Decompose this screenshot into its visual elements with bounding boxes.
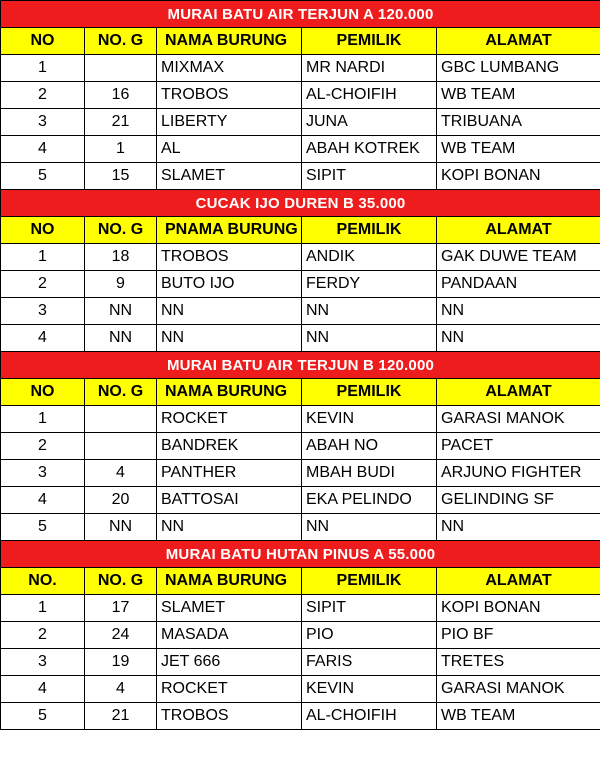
table-row <box>1 514 600 541</box>
cell-nama-burung: AL <box>157 136 302 163</box>
table-row <box>1 676 600 703</box>
cell-no: 2 <box>1 433 85 460</box>
cell-nama-burung: ROCKET <box>157 406 302 433</box>
cell-no: 1 <box>1 595 85 622</box>
cell-nama-burung: MIXMAX <box>157 55 302 82</box>
cell-no: 1 <box>1 406 85 433</box>
header-row <box>1 379 600 406</box>
cell-no-g <box>85 433 157 460</box>
cell-no: 4 <box>1 136 85 163</box>
cell-alamat: KOPI BONAN <box>437 163 600 190</box>
cell-no-g: 4 <box>85 676 157 703</box>
section-title-row <box>1 352 600 379</box>
cell-pemilik: KEVIN <box>302 406 437 433</box>
cell-nama-burung: BUTO IJO <box>157 271 302 298</box>
table-row <box>1 649 600 676</box>
cell-no: 1 <box>1 244 85 271</box>
header-alamat: ALAMAT <box>437 28 600 55</box>
cell-alamat: GELINDING SF <box>437 487 600 514</box>
cell-pemilik: NN <box>302 514 437 541</box>
cell-no: 5 <box>1 703 85 730</box>
header-pemilik: PEMILIK <box>302 217 437 244</box>
table-row <box>1 325 600 352</box>
table-row <box>1 622 600 649</box>
section-title-row <box>1 541 600 568</box>
cell-no-g: 20 <box>85 487 157 514</box>
cell-no-g: 15 <box>85 163 157 190</box>
table-row <box>1 487 600 514</box>
cell-nama-burung: JET 666 <box>157 649 302 676</box>
header-no-g: NO. G <box>85 379 157 406</box>
header-row <box>1 568 600 595</box>
header-nama-burung: PNAMA BURUNG <box>157 217 302 244</box>
cell-no-g: 17 <box>85 595 157 622</box>
cell-no-g: 21 <box>85 109 157 136</box>
cell-alamat: PIO BF <box>437 622 600 649</box>
header-row <box>1 217 600 244</box>
header-row <box>1 28 600 55</box>
cell-no: 3 <box>1 460 85 487</box>
section-title: MURAI BATU AIR TERJUN A 120.000 <box>1 1 600 28</box>
header-alamat: ALAMAT <box>437 379 600 406</box>
section-title: MURAI BATU AIR TERJUN B 120.000 <box>1 352 600 379</box>
cell-pemilik: MBAH BUDI <box>302 460 437 487</box>
cell-alamat: NN <box>437 325 600 352</box>
cell-alamat: GBC LUMBANG <box>437 55 600 82</box>
table-row <box>1 406 600 433</box>
cell-pemilik: SIPIT <box>302 163 437 190</box>
cell-no-g: 24 <box>85 622 157 649</box>
cell-no: 4 <box>1 676 85 703</box>
cell-no: 3 <box>1 649 85 676</box>
section-title: CUCAK IJO DUREN B 35.000 <box>1 190 600 217</box>
cell-pemilik: FARIS <box>302 649 437 676</box>
cell-alamat: WB TEAM <box>437 82 600 109</box>
header-pemilik: PEMILIK <box>302 28 437 55</box>
cell-pemilik: AL-CHOIFIH <box>302 703 437 730</box>
cell-no-g <box>85 406 157 433</box>
cell-no-g: 16 <box>85 82 157 109</box>
cell-alamat: TRETES <box>437 649 600 676</box>
table-row <box>1 244 600 271</box>
table-row <box>1 82 600 109</box>
cell-nama-burung: TROBOS <box>157 244 302 271</box>
cell-no: 5 <box>1 163 85 190</box>
cell-no-g: 1 <box>85 136 157 163</box>
cell-alamat: TRIBUANA <box>437 109 600 136</box>
header-no-g: NO. G <box>85 217 157 244</box>
cell-alamat: ARJUNO FIGHTER <box>437 460 600 487</box>
cell-alamat: GAK DUWE TEAM <box>437 244 600 271</box>
cell-nama-burung: ROCKET <box>157 676 302 703</box>
header-no: NO. <box>1 568 85 595</box>
header-no-g: NO. G <box>85 28 157 55</box>
table-row <box>1 55 600 82</box>
cell-nama-burung: MASADA <box>157 622 302 649</box>
cell-alamat: WB TEAM <box>437 136 600 163</box>
cell-pemilik: PIO <box>302 622 437 649</box>
cell-alamat: PANDAAN <box>437 271 600 298</box>
header-pemilik: PEMILIK <box>302 568 437 595</box>
cell-no: 2 <box>1 271 85 298</box>
cell-nama-burung: LIBERTY <box>157 109 302 136</box>
cell-alamat: GARASI MANOK <box>437 676 600 703</box>
cell-no-g: NN <box>85 514 157 541</box>
cell-alamat: KOPI BONAN <box>437 595 600 622</box>
section-title-row <box>1 190 600 217</box>
cell-alamat: WB TEAM <box>437 703 600 730</box>
cell-nama-burung: NN <box>157 325 302 352</box>
cell-no-g: NN <box>85 325 157 352</box>
table-row <box>1 595 600 622</box>
cell-pemilik: NN <box>302 298 437 325</box>
cell-no-g: 4 <box>85 460 157 487</box>
cell-nama-burung: SLAMET <box>157 595 302 622</box>
header-nama-burung: NAMA BURUNG <box>157 28 302 55</box>
header-no: NO <box>1 217 85 244</box>
table-row <box>1 163 600 190</box>
cell-alamat: NN <box>437 298 600 325</box>
cell-pemilik: MR NARDI <box>302 55 437 82</box>
cell-nama-burung: NN <box>157 298 302 325</box>
cell-no: 1 <box>1 55 85 82</box>
cell-nama-burung: BANDREK <box>157 433 302 460</box>
cell-no-g: 18 <box>85 244 157 271</box>
cell-no-g: NN <box>85 298 157 325</box>
cell-nama-burung: TROBOS <box>157 82 302 109</box>
header-alamat: ALAMAT <box>437 217 600 244</box>
cell-pemilik: FERDY <box>302 271 437 298</box>
cell-no-g: 9 <box>85 271 157 298</box>
cell-nama-burung: TROBOS <box>157 703 302 730</box>
table-row <box>1 433 600 460</box>
header-nama-burung: NAMA BURUNG <box>157 568 302 595</box>
cell-no: 3 <box>1 298 85 325</box>
header-no-g: NO. G <box>85 568 157 595</box>
cell-alamat: PACET <box>437 433 600 460</box>
cell-no-g: 21 <box>85 703 157 730</box>
cell-no: 2 <box>1 82 85 109</box>
cell-no-g <box>85 55 157 82</box>
cell-nama-burung: NN <box>157 514 302 541</box>
cell-no: 4 <box>1 487 85 514</box>
table-row <box>1 298 600 325</box>
cell-pemilik: NN <box>302 325 437 352</box>
header-alamat: ALAMAT <box>437 568 600 595</box>
cell-alamat: GARASI MANOK <box>437 406 600 433</box>
section-title-row <box>1 1 600 28</box>
cell-no: 2 <box>1 622 85 649</box>
cell-pemilik: ABAH NO <box>302 433 437 460</box>
table-row <box>1 271 600 298</box>
cell-no: 3 <box>1 109 85 136</box>
cell-no: 4 <box>1 325 85 352</box>
header-no: NO <box>1 28 85 55</box>
cell-pemilik: ANDIK <box>302 244 437 271</box>
cell-pemilik: EKA PELINDO <box>302 487 437 514</box>
cell-pemilik: JUNA <box>302 109 437 136</box>
header-no: NO <box>1 379 85 406</box>
table-row <box>1 136 600 163</box>
header-pemilik: PEMILIK <box>302 379 437 406</box>
cell-nama-burung: SLAMET <box>157 163 302 190</box>
cell-pemilik: SIPIT <box>302 595 437 622</box>
cell-nama-burung: BATTOSAI <box>157 487 302 514</box>
cell-alamat: NN <box>437 514 600 541</box>
cell-nama-burung: PANTHER <box>157 460 302 487</box>
table-row <box>1 703 600 730</box>
cell-no-g: 19 <box>85 649 157 676</box>
section-title: MURAI BATU HUTAN PINUS A 55.000 <box>1 541 600 568</box>
header-nama-burung: NAMA BURUNG <box>157 379 302 406</box>
table-row <box>1 460 600 487</box>
cell-pemilik: ABAH KOTREK <box>302 136 437 163</box>
table-row <box>1 109 600 136</box>
cell-pemilik: KEVIN <box>302 676 437 703</box>
cell-pemilik: AL-CHOIFIH <box>302 82 437 109</box>
cell-no: 5 <box>1 514 85 541</box>
